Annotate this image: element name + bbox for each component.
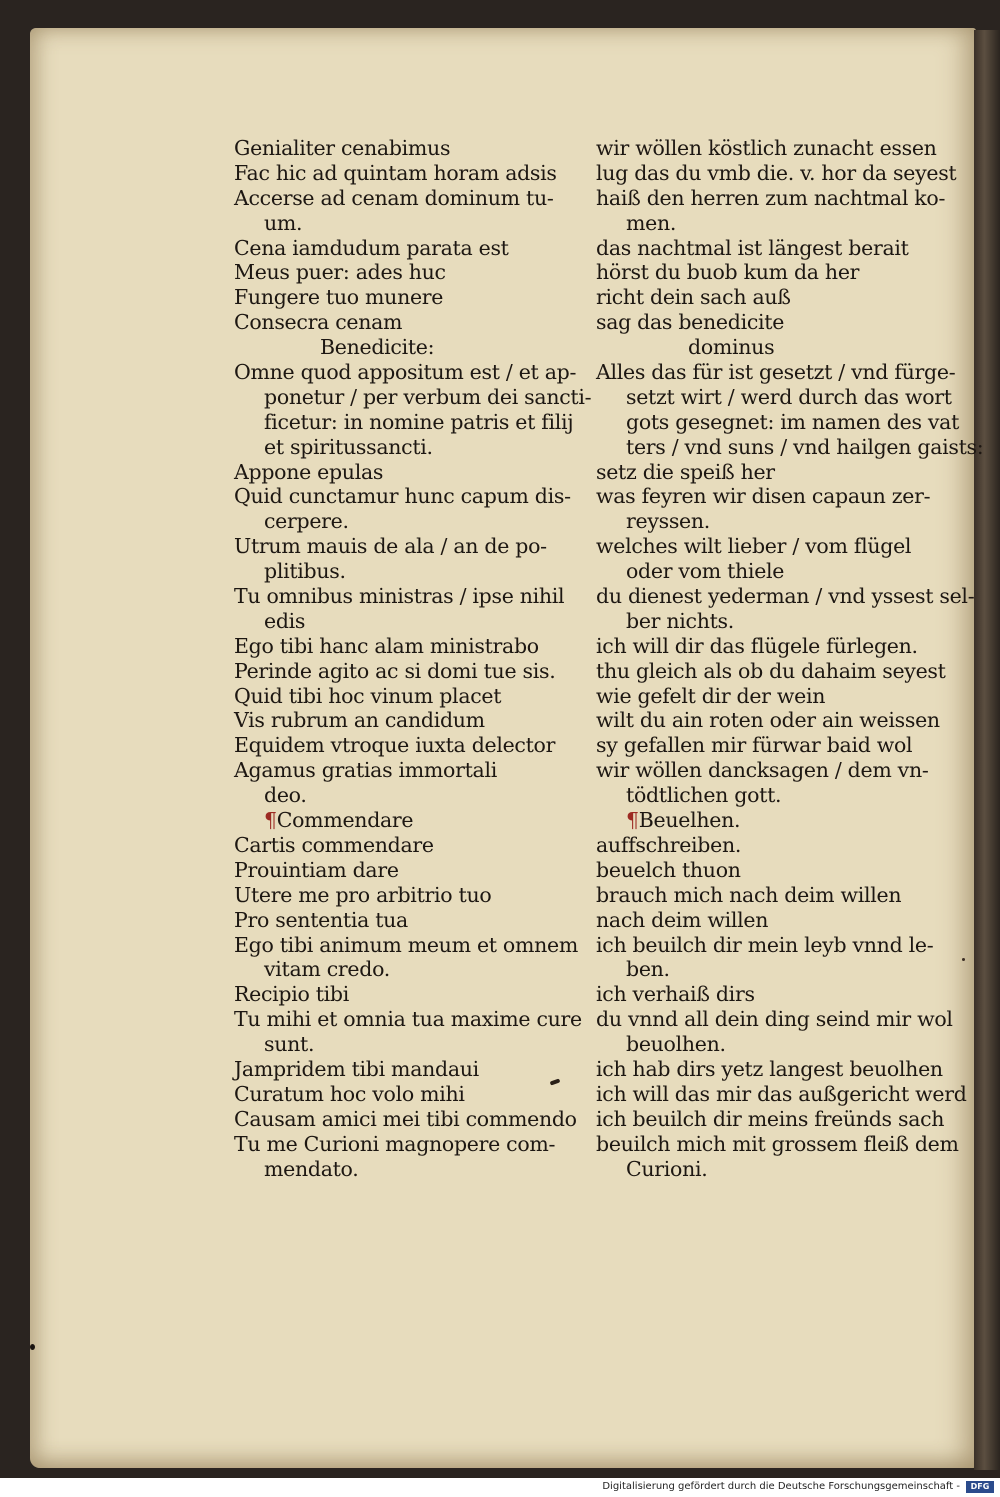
line-text: Alles das für ist gesetzt / vnd fürge-	[596, 360, 956, 385]
latin-column	[234, 136, 592, 1181]
line-text: Quid tibi hoc vinum placet	[234, 683, 502, 708]
text-line	[234, 211, 584, 236]
line-text: reyssen.	[626, 509, 711, 534]
german-column	[596, 136, 984, 1181]
line-text: Fungere tuo munere	[234, 285, 444, 310]
text-line	[596, 360, 956, 385]
ink-blot	[30, 1344, 35, 1350]
text-line	[596, 634, 956, 659]
text-line	[234, 783, 584, 808]
text-line	[596, 783, 956, 808]
text-line	[596, 659, 956, 684]
line-text: Beuelhen.	[638, 808, 741, 833]
line-text: ponetur / per verbum dei sancti-	[264, 384, 592, 409]
line-text: Ego tibi hanc alam ministrabo	[234, 633, 539, 658]
text-line	[234, 758, 584, 783]
line-text: mendato.	[264, 1156, 359, 1181]
line-text: ters / vnd suns / vnd hailgen gaists:	[626, 434, 984, 459]
text-line	[596, 1081, 967, 1107]
text-line	[234, 186, 584, 211]
text-line	[234, 161, 584, 186]
text-line	[596, 559, 956, 584]
line-text: wie gefelt dir der wein	[596, 683, 826, 708]
line-text: sunt.	[264, 1032, 315, 1057]
text-line	[234, 982, 584, 1007]
line-text: um.	[264, 210, 303, 235]
text-line	[596, 758, 956, 783]
text-line	[596, 285, 956, 310]
text-line	[234, 236, 584, 261]
line-text: cerpere.	[264, 509, 349, 534]
line-text: setzt wirt / werd durch das wort	[626, 384, 952, 409]
text-line	[596, 161, 956, 186]
line-text: ich verhaiß dirs	[596, 982, 755, 1007]
text-line	[234, 360, 584, 385]
text-line	[596, 908, 956, 933]
text-line	[234, 684, 584, 709]
text-line	[234, 1132, 584, 1157]
line-text: ber nichts.	[626, 608, 734, 633]
line-text: Perinde agito ac si domi tue sis.	[234, 658, 556, 683]
line-text: Causam amici mei tibi commendo	[234, 1106, 577, 1131]
line-text: beuolhen.	[626, 1032, 726, 1057]
line-text: Prouintiam dare	[234, 857, 399, 882]
line-text: Cena iamdudum parata est	[234, 235, 509, 260]
line-text: Utere me pro arbitrio tuo	[234, 882, 492, 907]
text-line	[596, 534, 956, 559]
line-text: wilt du ain roten oder ain weissen	[596, 708, 940, 733]
text-line	[234, 509, 584, 534]
line-text: deo.	[264, 783, 307, 808]
line-text: oder vom thiele	[626, 559, 785, 584]
line-text: beuelch thuon	[596, 857, 741, 882]
line-text: Omne quod appositum est / et ap-	[234, 360, 577, 385]
line-text: Ego tibi animum meum et omnem	[234, 932, 578, 957]
text-line	[234, 659, 584, 684]
text-line	[234, 808, 584, 833]
text-line	[596, 335, 956, 360]
line-text: was feyren wir disen capaun zer-	[596, 484, 931, 509]
text-line	[234, 460, 584, 485]
line-text: Appone epulas	[234, 459, 384, 484]
line-text: richt dein sach auß	[596, 285, 791, 310]
line-text: welches wilt lieber / vom flügel	[596, 534, 912, 559]
text-line	[596, 733, 956, 758]
line-text: ich beuilch dir mein leyb vnnd le-	[596, 932, 934, 957]
line-text: beuilch mich mit grossem fleiß dem	[596, 1131, 959, 1156]
text-line	[234, 1032, 584, 1057]
line-text: ich will das mir das außgericht werd	[596, 1081, 967, 1106]
text-line	[234, 335, 584, 360]
text-line	[596, 1157, 956, 1182]
line-text: men.	[626, 210, 677, 235]
text-line	[234, 484, 584, 509]
funding-note: Digitalisierung gefördert durch die Deutsche Forschungsgemeinschaft -	[602, 1481, 960, 1492]
text-line	[596, 409, 960, 435]
book-edge	[974, 30, 1000, 1470]
text-line	[596, 385, 956, 410]
text-line	[234, 584, 584, 609]
text-line	[234, 534, 584, 559]
text-line	[234, 1157, 584, 1182]
line-text: thu gleich als ob du dahaim seyest	[596, 658, 946, 683]
line-text: Pro sententia tua	[234, 907, 408, 932]
text-line	[596, 808, 956, 833]
text-line	[596, 1107, 956, 1132]
text-line	[596, 1007, 956, 1032]
text-line	[234, 609, 584, 634]
line-text: wir wöllen dancksagen / dem vn-	[596, 758, 929, 783]
line-text: Meus puer: ades huc	[234, 260, 446, 285]
line-text: ich beuilch dir meins freünds sach	[596, 1106, 945, 1131]
text-line	[234, 908, 584, 933]
text-line	[234, 559, 584, 584]
text-line	[234, 1082, 584, 1107]
line-text: du vnnd all dein ding seind mir wol	[596, 1007, 953, 1032]
line-text: Cartis commendare	[234, 832, 434, 857]
line-text: dominus	[688, 335, 775, 360]
text-line	[596, 883, 956, 908]
line-text: tödtlichen gott.	[626, 783, 782, 808]
line-text: Fac hic ad quintam horam adsis	[234, 160, 557, 185]
text-line	[234, 260, 584, 285]
line-text: Commendare	[276, 808, 414, 833]
text-line	[596, 186, 956, 211]
text-line	[596, 236, 956, 261]
line-text: Equidem vtroque iuxta delector	[234, 733, 556, 758]
line-text: auffschreiben.	[596, 832, 742, 857]
line-text: gots gesegnet: im namen des vat	[626, 409, 960, 434]
text-line	[234, 957, 584, 982]
line-text: vitam credo.	[264, 957, 390, 982]
text-line	[596, 509, 956, 534]
text-line	[596, 1032, 956, 1057]
text-line	[596, 1131, 959, 1157]
ink-blot	[962, 958, 965, 961]
text-line	[234, 858, 584, 883]
dfg-logo: DFG	[966, 1481, 994, 1493]
text-line	[596, 260, 956, 285]
line-text: Tu mihi et omnia tua maxime cure	[234, 1007, 582, 1032]
line-text: ich hab dirs yetz langest beuolhen	[596, 1056, 943, 1081]
text-line	[596, 1057, 956, 1082]
text-line	[234, 435, 584, 460]
text-line	[596, 684, 956, 709]
rubric-mark: ¶	[626, 808, 639, 833]
text-line	[234, 1057, 584, 1082]
text-line	[596, 136, 956, 161]
text-line	[596, 211, 956, 236]
text-line	[234, 733, 584, 758]
text-line	[234, 833, 584, 858]
line-text: Benedicite:	[320, 335, 435, 360]
line-text: Consecra cenam	[234, 310, 403, 335]
text-line	[234, 410, 584, 435]
text-line	[596, 310, 956, 335]
text-line	[596, 933, 956, 958]
line-text: setz die speiß her	[596, 459, 775, 484]
text-line	[234, 136, 584, 161]
line-text: ben.	[626, 957, 670, 982]
line-text: Vis rubrum an candidum	[234, 708, 485, 733]
text-line	[234, 310, 584, 335]
text-line	[596, 833, 956, 858]
text-line	[234, 634, 584, 659]
text-line	[234, 1007, 584, 1032]
text-line	[234, 708, 584, 733]
line-text: du dienest yederman / vnd yssest sel-	[596, 584, 975, 609]
line-text: Tu omnibus ministras / ipse nihil	[234, 584, 565, 609]
rubric-mark: ¶	[264, 808, 277, 833]
text-line	[596, 460, 956, 485]
text-line	[234, 883, 584, 908]
line-text: ficetur: in nomine patris et filij	[264, 409, 574, 434]
line-text: nach deim willen	[596, 907, 769, 932]
line-text: lug das du vmb die. v. hor da seyest	[596, 160, 957, 185]
line-text: das nachtmal ist längest berait	[596, 235, 909, 260]
text-line	[596, 484, 956, 509]
line-text: plitibus.	[264, 559, 346, 584]
line-text: Accerse ad cenam dominum tu-	[234, 185, 554, 210]
line-text: edis	[264, 608, 306, 633]
line-text: wir wöllen köstlich zunacht essen	[596, 136, 937, 160]
line-text: Genialiter cenabimus	[234, 136, 451, 160]
line-text: brauch mich nach deim willen	[596, 882, 902, 907]
line-text: haiß den herren zum nachtmal ko-	[596, 185, 946, 210]
line-text: Utrum mauis de ala / an de po-	[234, 534, 547, 559]
text-line	[596, 858, 956, 883]
line-text: Jampridem tibi mandaui	[234, 1056, 479, 1081]
text-line	[234, 1107, 584, 1132]
line-text: sy gefallen mir fürwar baid wol	[596, 733, 913, 758]
line-text: hörst du buob kum da her	[596, 260, 860, 285]
line-text: ich will dir das flügele fürlegen.	[596, 633, 918, 658]
line-text: Tu me Curioni magnopere com-	[234, 1131, 556, 1156]
text-line	[596, 982, 956, 1007]
text-line	[596, 584, 975, 609]
line-text: Recipio tibi	[234, 982, 350, 1007]
line-text: Curioni.	[626, 1156, 708, 1181]
line-text: Agamus gratias immortali	[234, 758, 497, 783]
text-line	[596, 434, 984, 460]
line-text: Quid cunctamur hunc capum dis-	[234, 484, 571, 509]
text-line	[234, 384, 592, 410]
text-line	[234, 933, 584, 958]
text-line	[234, 285, 584, 310]
text-line	[596, 609, 956, 634]
line-text: Curatum hoc volo mihi	[234, 1081, 465, 1106]
text-line	[596, 957, 956, 982]
line-text: sag das benedicite	[596, 310, 785, 335]
line-text: et spiritussancti.	[264, 434, 433, 459]
text-line	[596, 708, 956, 733]
